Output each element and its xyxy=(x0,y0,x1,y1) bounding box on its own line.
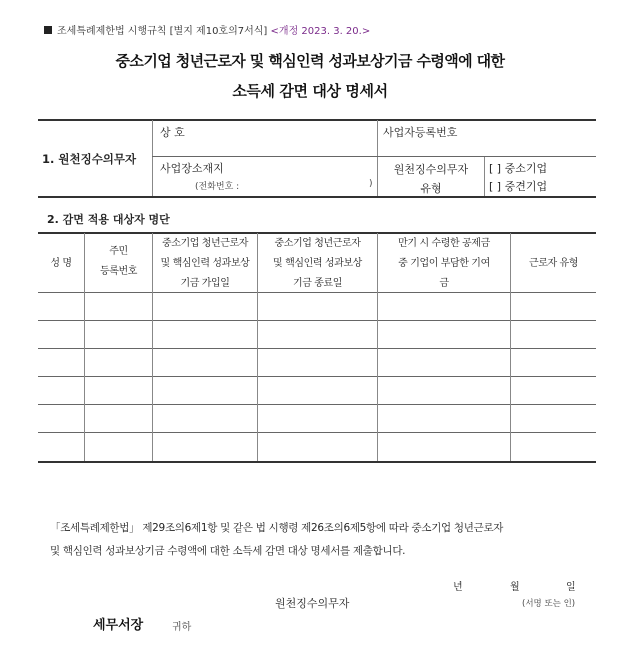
col-resident-id-2: 등록번호 xyxy=(99,266,138,277)
table-cell-resident-id[interactable] xyxy=(85,405,152,432)
table-cell-join-date[interactable] xyxy=(153,377,257,404)
tax-office-suffix: 귀하 xyxy=(172,622,192,633)
form-revision: <개정 2023. 3. 20.> xyxy=(270,26,371,37)
table-cell-worker-type[interactable] xyxy=(511,349,596,376)
phone-close: ) xyxy=(369,179,373,189)
company-name-label: 상 호 xyxy=(160,126,185,139)
table-cell-name[interactable] xyxy=(39,321,84,348)
table-bottom-border xyxy=(38,461,596,463)
form-annex: [별지 제10호의7서식] xyxy=(169,26,268,37)
table-cell-end-date[interactable] xyxy=(258,349,377,376)
table-cell-join-date[interactable] xyxy=(153,405,257,432)
page-title-line2: 소득세 감면 대상 명세서 xyxy=(232,82,388,100)
business-reg-label: 사업자등록번호 xyxy=(383,126,458,139)
section2-label: 2. 감면 적용 대상자 명단 xyxy=(47,213,170,226)
table-cell-contribution[interactable] xyxy=(378,405,510,432)
tax-office-title: 세무서장 xyxy=(93,618,144,633)
table-cell-contribution[interactable] xyxy=(378,433,510,460)
table-cell-contribution[interactable] xyxy=(378,321,510,348)
table-cell-join-date[interactable] xyxy=(153,349,257,376)
table-cell-join-date[interactable] xyxy=(153,321,257,348)
table-cell-name[interactable] xyxy=(39,405,84,432)
table-cell-name[interactable] xyxy=(39,293,84,320)
statement-line1: 「조세특례제한법」 제29조의6제1항 및 같은 법 시행령 제26조의6제5항에 따라 중소기업 청년근로자 xyxy=(50,522,504,534)
col-end-date-3: 기금 종료일 xyxy=(292,278,343,289)
table-cell-end-date[interactable] xyxy=(258,405,377,432)
withholder-type-label-1: 원천징수의무자 xyxy=(393,163,469,176)
withholder-type-label-2: 유형 xyxy=(420,182,442,195)
section1-bottom-border xyxy=(38,196,596,198)
form-header xyxy=(44,22,370,37)
col-name: 성 명 xyxy=(50,258,72,269)
table-cell-end-date[interactable] xyxy=(258,293,377,320)
date-month: 월 xyxy=(510,582,520,593)
col-contribution-1: 만기 시 수령한 공제금 xyxy=(398,238,490,249)
table-cell-worker-type[interactable] xyxy=(511,293,596,320)
table-cell-resident-id[interactable] xyxy=(85,377,152,404)
section1-divider xyxy=(152,120,153,196)
table-cell-name[interactable] xyxy=(39,377,84,404)
col-resident-id-1: 주민 xyxy=(109,246,128,257)
table-cell-name[interactable] xyxy=(39,349,84,376)
date-day: 일 xyxy=(566,582,576,593)
table-cell-resident-id[interactable] xyxy=(85,293,152,320)
section1-type-divider xyxy=(484,157,485,196)
form-law: 조세특례제한법 시행규칙 xyxy=(57,26,167,37)
col-contribution-2: 중 기업이 부담한 기여 xyxy=(398,258,490,269)
col-join-date-1: 중소기업 청년근로자 xyxy=(161,238,249,249)
table-cell-worker-type[interactable] xyxy=(511,433,596,460)
table-cell-contribution[interactable] xyxy=(378,349,510,376)
table-cell-worker-type[interactable] xyxy=(511,405,596,432)
table-cell-end-date[interactable] xyxy=(258,377,377,404)
date-year: 년 xyxy=(453,582,463,593)
table-cell-join-date[interactable] xyxy=(153,293,257,320)
withholder-sign-label: 원천징수의무자 xyxy=(275,597,350,610)
statement-line2: 및 핵심인력 성과보상기금 수령액에 대한 소득세 감면 대상 명세서를 제출합니다. xyxy=(50,545,406,557)
section1-label: 1. 원천징수의무자 xyxy=(42,152,137,166)
midsize-checkbox[interactable]: [ ] 중견기업 xyxy=(489,180,548,193)
section1-top-border xyxy=(38,119,596,121)
table-cell-end-date[interactable] xyxy=(258,321,377,348)
phone-label: (전화번호 : xyxy=(195,182,240,192)
table-cell-end-date[interactable] xyxy=(258,433,377,460)
col-join-date-3: 기금 가입일 xyxy=(180,278,230,289)
table-cell-contribution[interactable] xyxy=(378,377,510,404)
col-end-date-1: 중소기업 청년근로자 xyxy=(274,238,361,249)
table-cell-join-date[interactable] xyxy=(153,433,257,460)
col-join-date-2: 및 핵심인력 성과보상 xyxy=(160,258,250,269)
col-end-date-2: 및 핵심인력 성과보상 xyxy=(273,258,362,269)
col-worker-type: 근로자 유형 xyxy=(528,258,579,269)
sign-note: (서명 또는 인) xyxy=(522,599,576,609)
table-cell-resident-id[interactable] xyxy=(85,433,152,460)
section1-row-divider xyxy=(152,156,596,157)
sme-checkbox[interactable]: [ ] 중소기업 xyxy=(489,162,548,175)
table-cell-worker-type[interactable] xyxy=(511,377,596,404)
address-label: 사업장소재지 xyxy=(160,162,224,175)
table-cell-name[interactable] xyxy=(39,433,84,460)
table-cell-resident-id[interactable] xyxy=(85,349,152,376)
table-cell-resident-id[interactable] xyxy=(85,321,152,348)
page-title-line1: 중소기업 청년근로자 및 핵심인력 성과보상기금 수령액에 대한 xyxy=(115,52,505,70)
square-bullet-icon xyxy=(44,26,52,34)
table-cell-worker-type[interactable] xyxy=(511,321,596,348)
col-contribution-3: 금 xyxy=(439,278,449,289)
table-cell-contribution[interactable] xyxy=(378,293,510,320)
